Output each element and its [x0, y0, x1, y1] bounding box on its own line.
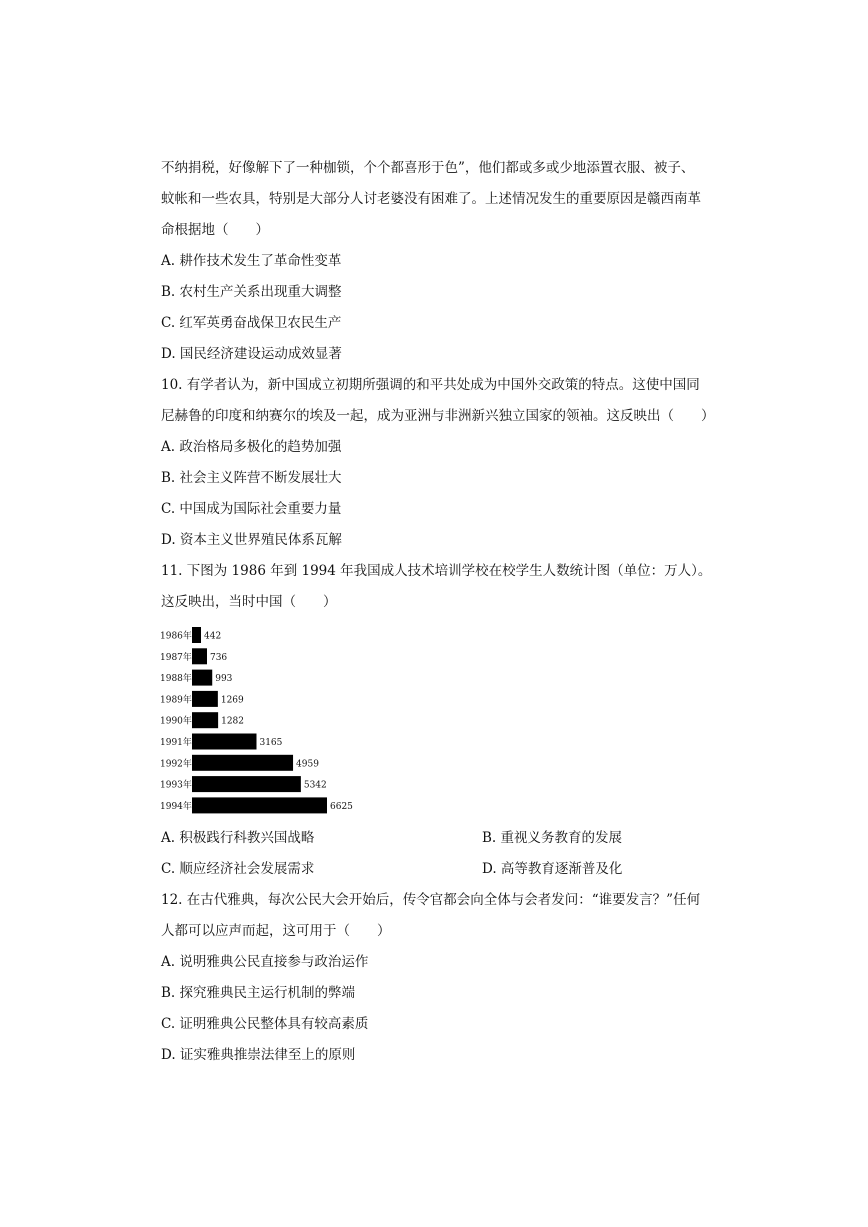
q10-option-b: B. 社会主义阵营不断发展壮大	[161, 470, 342, 486]
q10-stem-line-1: 10. 有学者认为，新中国成立初期所强调的和平共处成为中国外交政策的特点。这使中国同	[161, 377, 700, 393]
chart-category-label: 1994年	[160, 801, 192, 812]
chart-value-label: 3165	[259, 738, 283, 748]
q11-option-c: C. 顺应经济社会发展需求	[161, 861, 315, 877]
chart-value-label: 993	[215, 674, 233, 685]
q12-stem-line-2: 人都可以应声而起，这可用于（ ）	[161, 923, 391, 939]
chart-category-label: 1986年	[160, 631, 192, 642]
chart-bar	[192, 712, 218, 728]
chart-category-label: 1991年	[160, 738, 192, 748]
chart-bar	[192, 648, 207, 664]
chart-category-label: 1993年	[160, 780, 192, 791]
q12-option-c: C. 证明雅典公民整体具有较高素质	[161, 1016, 369, 1032]
q9-stem-line-2: 蚊帐和一些农具，特别是大部分人讨老婆没有困难了。上述情况发生的重要原因是赣西南革	[161, 191, 701, 207]
q10-option-c: C. 中国成为国际社会重要力量	[161, 501, 342, 517]
chart-value-label: 4959	[296, 759, 319, 770]
q11-option-d: D. 高等教育逐渐普及化	[482, 861, 623, 877]
chart-category-label: 1989年	[160, 695, 192, 706]
chart-value-label: 442	[204, 631, 222, 642]
chart-bar	[192, 691, 218, 707]
chart-value-label: 736	[209, 652, 228, 663]
q12-option-a: A. 说明雅典公民直接参与政治运作	[161, 954, 369, 970]
chart-bar	[192, 627, 201, 643]
chart-bar	[192, 670, 212, 686]
q9-option-b: B. 农村生产关系出现重大调整	[161, 284, 342, 300]
chart-category-label: 1988年	[160, 674, 192, 685]
q11-stem-line-1: 11. 下图为 1986 年到 1994 年我国成人技术培训学校在校学生人数统计图（单位：万人）。	[161, 563, 712, 579]
q11-option-a: A. 积极践行科教兴国战略	[161, 830, 315, 846]
chart-bar	[192, 734, 256, 750]
chart-value-label: 1282	[221, 716, 245, 727]
chart-category-label: 1992年	[160, 759, 192, 770]
chart-value-label: 6625	[330, 801, 353, 812]
chart-category-label: 1990年	[160, 716, 192, 727]
q11-option-b: B. 重视义务教育的发展	[482, 830, 623, 846]
student-count-bar-chart	[160, 623, 400, 815]
q9-option-a: A. 耕作技术发生了革命性变革	[161, 253, 342, 269]
chart-value-label: 1269	[220, 695, 244, 706]
chart-bar	[192, 797, 327, 813]
q12-stem-line-1: 12. 在古代雅典，每次公民大会开始后，传令官都会向全体与会者发问：“谁要发言？”任何	[161, 892, 701, 908]
q12-option-b: B. 探究雅典民主运行机制的弊端	[161, 985, 356, 1001]
chart-category-label: 1987年	[160, 652, 192, 663]
q9-option-d: D. 国民经济建设运动成效显著	[161, 346, 342, 362]
q9-option-c: C. 红军英勇奋战保卫农民生产	[161, 315, 342, 331]
chart-value-label: 5342	[303, 780, 327, 791]
q9-stem-line-3: 命根据地（ ）	[161, 222, 269, 238]
q9-stem-line-1: 不纳捐税，好像解下了一种枷锁，个个都喜形于色”，他们都或多或少地添置衣服、被子、	[161, 160, 695, 176]
q10-option-a: A. 政治格局多极化的趋势加强	[161, 439, 342, 455]
q11-stem-line-2: 这反映出，当时中国（ ）	[161, 594, 337, 610]
q10-option-d: D. 资本主义世界殖民体系瓦解	[161, 532, 342, 548]
chart-bar	[192, 776, 301, 792]
chart-bar	[192, 755, 293, 771]
q10-stem-line-2: 尼赫鲁的印度和纳赛尔的埃及一起，成为亚洲与非洲新兴独立国家的领袖。这反映出（ ）	[161, 408, 715, 424]
q12-option-d: D. 证实雅典推崇法律至上的原则	[161, 1047, 356, 1063]
